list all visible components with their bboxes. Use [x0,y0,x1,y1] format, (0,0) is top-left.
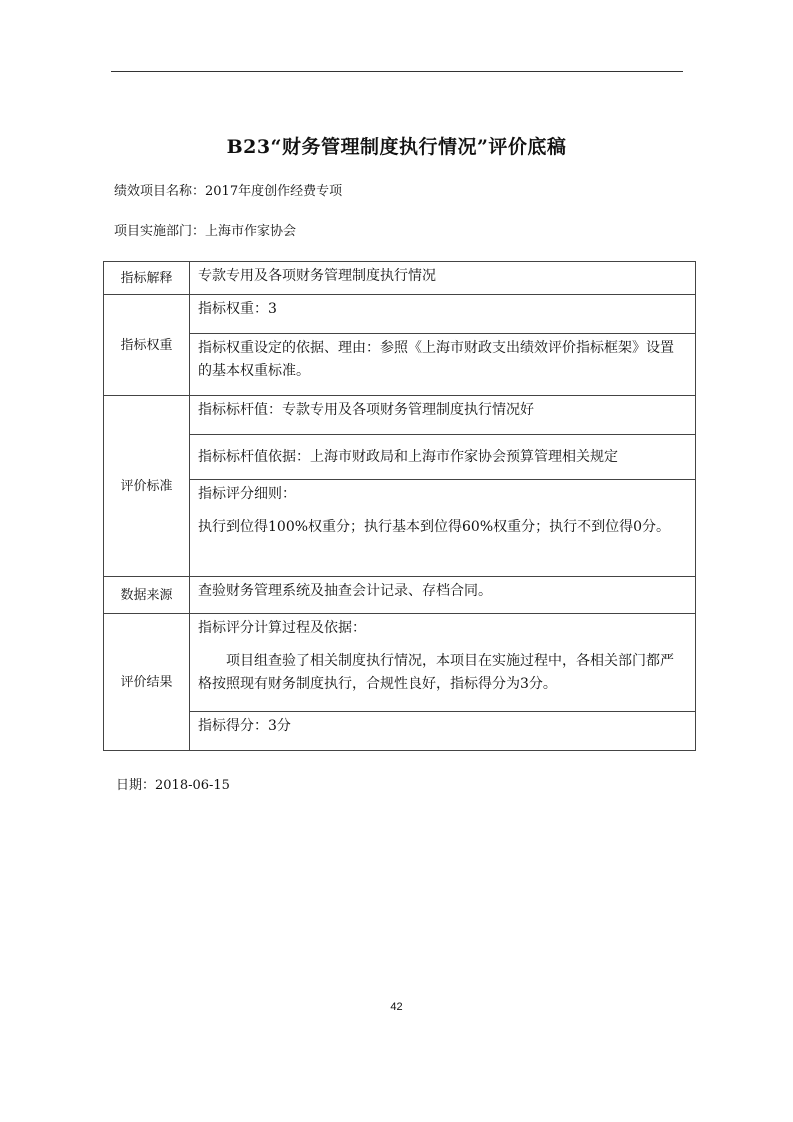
table-row [104,577,696,614]
table-row [104,262,696,295]
table-row [104,614,696,712]
table-row [104,435,696,480]
evaluation-process-title: 指标评分计算过程及依据： [198,620,366,636]
table-row [104,334,696,396]
data-source-text: 查验财务管理系统及抽查会计记录、存档合同。 [198,583,492,599]
project-name: 绩效项目名称：2017年度创作经费专项 [114,184,343,199]
indicator-weight-cell [190,295,696,334]
data-source-cell [190,577,696,614]
indicator-explanation-text [190,262,696,295]
scoring-rule-text: 执行到位得100%权重分；执行基本到位得60%权重分；执行不到位得0分。 [198,519,671,535]
scoring-rule-title: 指标评分细则： [198,486,296,502]
benchmark-basis-text: 指标标杆值依据：上海市财政局和上海市作家协会预算管理相关规定 [198,448,618,465]
benchmark-basis-cell [190,435,696,480]
label-evaluation-result: 评价结果 [104,614,190,751]
benchmark-cell [190,396,696,435]
page-number: 42 [390,1001,403,1013]
label-indicator-explanation: 指标解释 [104,262,190,295]
table-row [104,295,696,334]
label-evaluation-standard: 评价标准 [104,396,190,577]
weight-basis-cell [190,334,696,396]
table-row [104,396,696,435]
score-text: 指标得分：3分 [198,718,291,734]
evaluation-table [103,261,696,751]
indicator-weight-value: 指标权重：3 [198,301,277,317]
evaluation-process-cell [190,614,696,712]
header-rule [111,71,683,72]
label-data-source: 数据来源 [104,577,190,614]
indicator-explanation-value: 专款专用及各项财务管理制度执行情况 [198,268,436,284]
benchmark-text: 指标标杆值：专款专用及各项财务管理制度执行情况好 [198,402,534,418]
weight-basis-text: 指标权重设定的依据、理由：参照《上海市财政支出绩效评价指标框架》设置的基本权重标准。 [198,340,674,379]
evaluation-process-text: 项目组查验了相关制度执行情况，本项目在实施过程中，各相关部门都严格按照现有财务制度执行，合规性良好，指标得分为3分。 [198,653,674,692]
implementing-department: 项目实施部门：上海市作家协会 [114,224,297,239]
score-cell [190,712,696,751]
table-row [104,480,696,577]
document-date: 日期：2018-06-15 [116,778,230,793]
label-indicator-weight: 指标权重 [104,295,190,396]
document-title: B23“财务管理制度执行情况”评价底稿 [226,136,567,158]
table-row [104,712,696,751]
scoring-rule-cell [190,480,696,577]
